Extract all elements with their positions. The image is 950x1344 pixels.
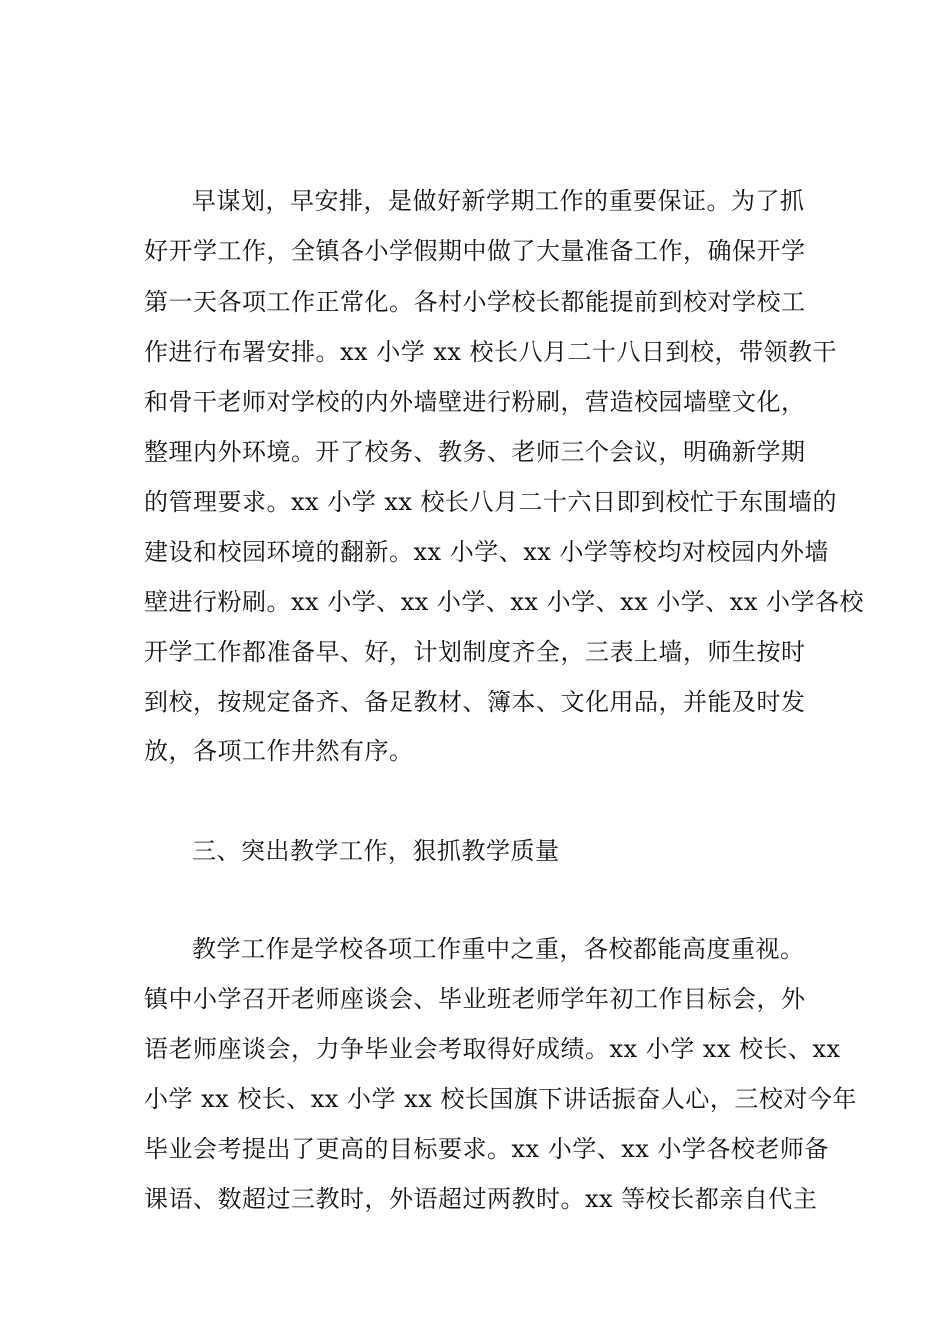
paragraph-1-line: 放，各项工作井然有序。 bbox=[144, 737, 414, 765]
paragraph-1-line: 作进行布署安排。xx 小学 xx 校长八月二十八日到校，带领教干 bbox=[144, 338, 838, 366]
paragraph-1-line: 整理内外环境。开了校务、教务、老师三个会议，明确新学期 bbox=[144, 438, 806, 466]
paragraph-1-line: 壁进行粉刷。xx 小学、xx 小学、xx 小学、xx 小学、xx 小学各校 bbox=[144, 588, 864, 616]
paragraph-1-line: 第一天各项工作正常化。各村小学校长都能提前到校对学校工 bbox=[144, 288, 806, 316]
paragraph-2-line: 小学 xx 校长、xx 小学 xx 校长国旗下讲话振奋人心，三校对今年 bbox=[144, 1085, 857, 1113]
paragraph-2-line: 语老师座谈会，力争毕业会考取得好成绩。xx 小学 xx 校长、xx bbox=[144, 1035, 841, 1063]
paragraph-1-line: 的管理要求。xx 小学 xx 校长八月二十六日即到校忙于东围墙的 bbox=[144, 488, 838, 516]
paragraph-2-line: 课语、数超过三教时，外语超过两教时。xx 等校长都亲自代主 bbox=[144, 1185, 818, 1213]
paragraph-1-line: 和骨干老师对学校的内外墙壁进行粉刷，营造校园墙壁文化， bbox=[144, 388, 806, 416]
paragraph-1-line: 开学工作都准备早、好，计划制度齐全，三表上墙，师生按时 bbox=[144, 638, 806, 666]
paragraph-1-line: 早谋划，早安排，是做好新学期工作的重要保证。为了抓 bbox=[192, 187, 805, 215]
section-heading: 三、突出教学工作，狠抓教学质量 bbox=[192, 837, 560, 865]
paragraph-2-line: 教学工作是学校各项工作重中之重，各校都能高度重视。 bbox=[192, 935, 805, 963]
paragraph-2-line: 镇中小学召开老师座谈会、毕业班老师学年初工作目标会，外 bbox=[144, 985, 806, 1013]
paragraph-2-line: 毕业会考提出了更高的目标要求。xx 小学、xx 小学各校老师备 bbox=[144, 1135, 829, 1163]
paragraph-1-line: 到校，按规定备齐、备足教材、簿本、文化用品，并能及时发 bbox=[144, 688, 806, 716]
paragraph-1-line: 好开学工作，全镇各小学假期中做了大量准备工作，确保开学 bbox=[144, 237, 806, 265]
paragraph-1-line: 建设和校园环境的翻新。xx 小学、xx 小学等校均对校园内外墙 bbox=[144, 538, 829, 566]
